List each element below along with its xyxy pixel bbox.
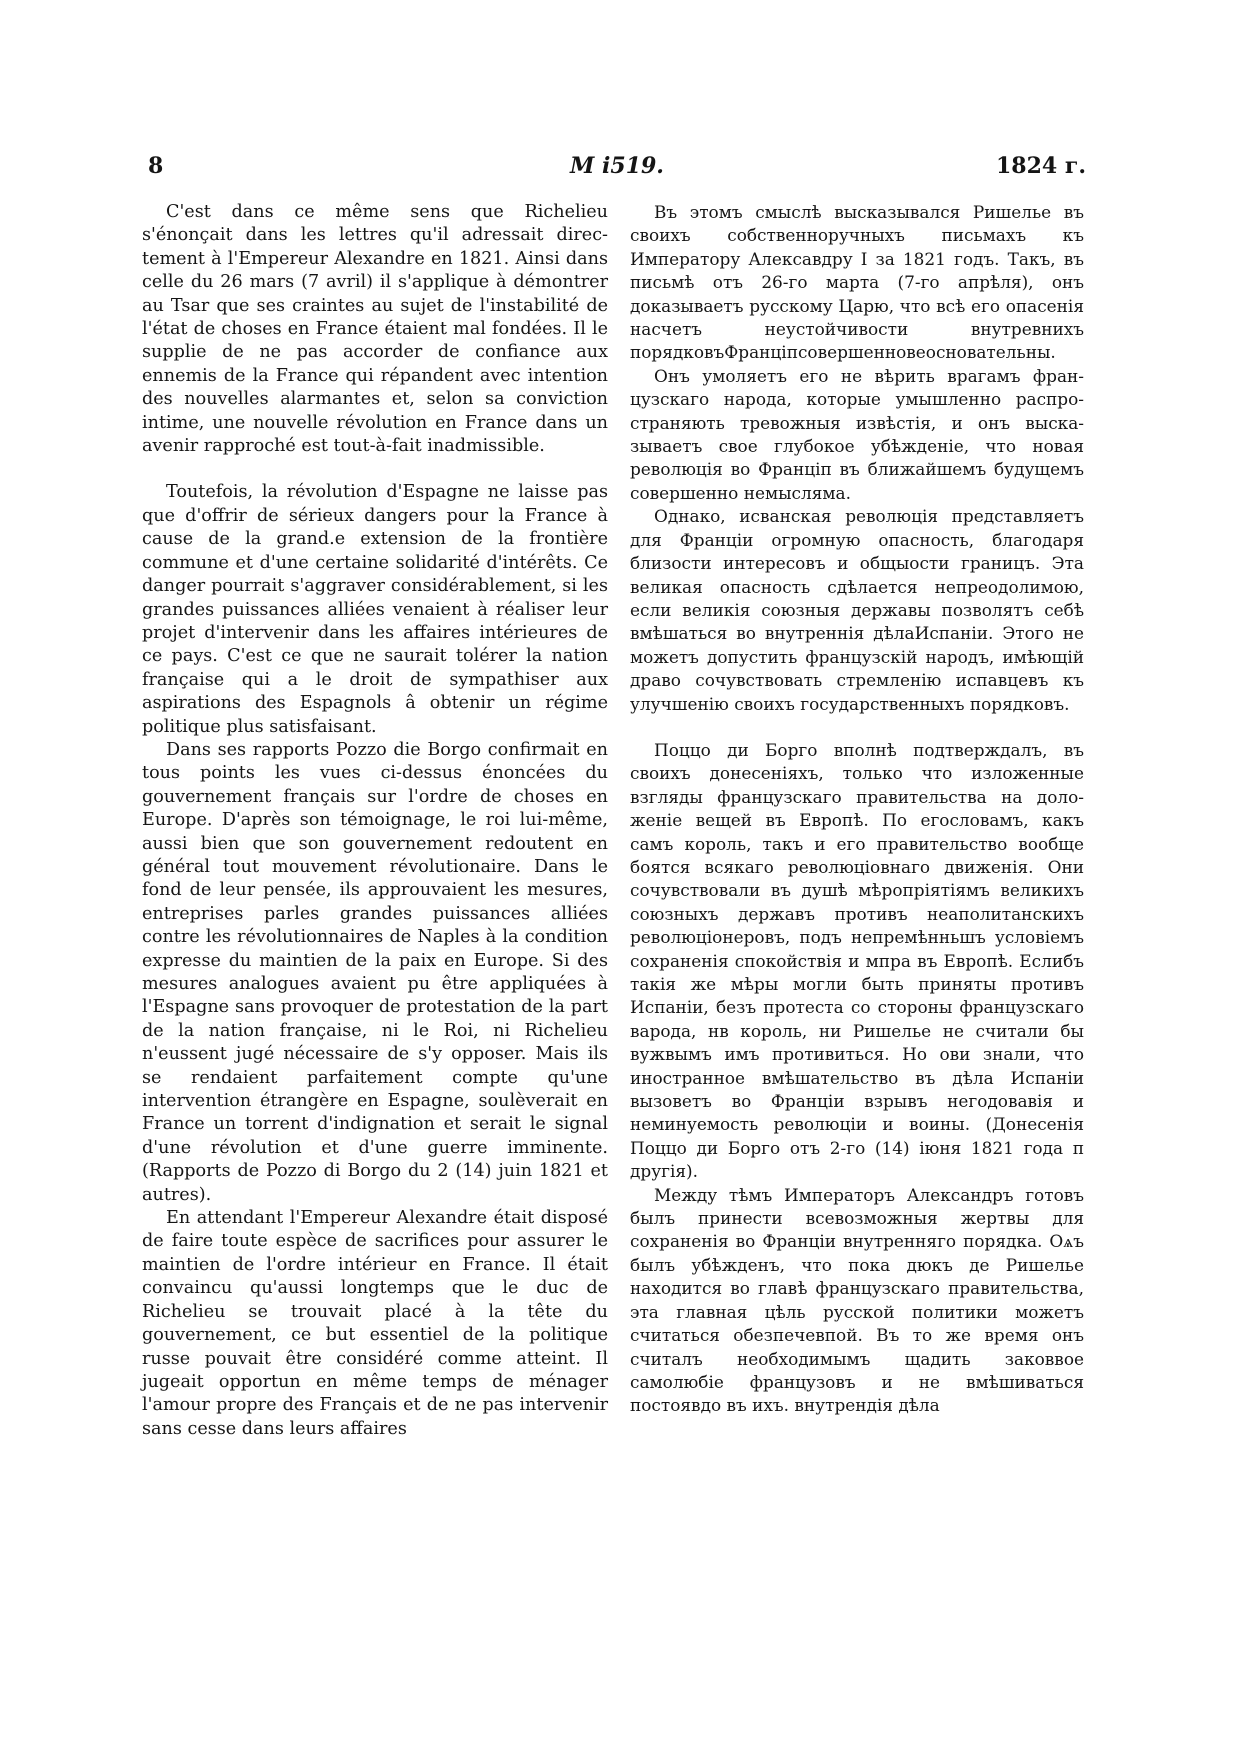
russian-column (630, 201, 1084, 1418)
russian-paragraph: Однако, исванская революція представляетъ для Франціи огромную опасность, благодаря близости интересовъ и общыости границъ. Эта великая опасность сдѣлается непреодолимою, если великія союзныя державы позволятъ себѣ вмѣшаться во внутреннія дѣлаИспаніи. Этого не можетъ допустить французскій народъ, имѣющій драво сочувствовать стремленію испавцевъ къ улучшенію своихъ государственныхъ порядковъ. (630, 506, 1084, 714)
french-paragraph: Dans ses rapports Pozzo die Borgo confirmait en tous points les vues ci-dessus énoncées du gouvernement français sur l'ordre de choses en Europe. D'après son témoignage, le roi lui-même, aussi bien que son gouvernement redoutent en général tout mouvement révolutionaire. Dans le fond de leur pensée, ils approuvaient les mesures, entreprises parles grandes puissances alliées contre les révolutionnaires de Naples à la condition expresse du maintien de la paix en Europe. Si des mesures analogues avaient pu être appliquées à l'Espagne sans provoquer de protestation de la part de la nation française, ni le Roi, ni Richelieu n'eussent jugé nécessaire de s'y opposer. Mais ils se rendaient parfaitement compte qu'une intervention étrangère en Espagne, soulèverait en France un torrent d'indignation et serait le signal d'une révolution et d'une guerre imminente. (Rapports de Pozzo di Borgo du 2 (14) juin 1821 et autres). (142, 739, 608, 1205)
russian-paragraph: Въ этомъ смыслѣ высказывался Ришелье въ своихъ собственноручныхъ письмахъ къ Императору Алексавдру I за 1821 годъ. Такъ, въ письмѣ отъ 26-го марта (7-го апрѣля), онъ доказываетъ русскому Царю, что всѣ его опасенія насчетъ неустойчивости внутревнихъ порядковъФранціпсовершенновеосновательны. (630, 202, 1084, 363)
russian-paragraph: Поццо ди Борго вполнѣ подтверждалъ, въ своихъ донесеніяхъ, только что изложенные взгляды французскаго правительства на доложеніе вещей въ Европѣ. По егословамъ, какъ самъ король, такъ и его правительство вообще боятся всякаго революціовнаго движенія. Они сочувствовали въ душѣ мѣропріятіямъ великихъ союзныхъ державъ противъ неаполитанскихъ революціонеровъ, подъ непремѣнньшъ условіемъ сохраненія спокойствія и мпра въ Европѣ. Еслибъ такія же мѣры могли быть приняты противъ Испаніи, безъ протеста со стороны французскаго варода, нв король, ни Ришелье не считали бы вужвымъ имъ противиться. Но ови знали, что иностранное вмѣшательство въ дѣла Испаніи вызоветъ во Франціи взрывъ негодовавія и неминуемость революціи и воины. (Донесенія Поццо ди Борго отъ 2-го (14) іюня 1821 года п другія). (630, 739, 1084, 1182)
document-number: M i519. (570, 153, 664, 179)
french-column (142, 201, 608, 1441)
french-paragraph: En attendant l'Empereur Alexandre était disposé de faire toute espèce de sacrifices pour assurer le maintien de l'ordre intérieur en France. Il était convaincu qu'aussi longtemps que le duc de Richelieu se trouvait placé à la tête du gouvernement, ce but essentiel de la politique russe pouvait être considéré comme atteint. Il jugeait opportun en même temps de ménager l'amour propre des Français et de ne pas intervenir sans cesse dans leurs affaires (142, 1208, 608, 1439)
french-paragraph: Toutefois, la révolution d'Espagne ne laisse pas que d'offrir de sérieux dangers pour la France à cause de la grand.e extension de la frontière commune et d'une certaine solidarité d'intérêts. Ce danger pourrait s'aggraver considérablement, si les grandes puissances alliées venaient à réaliser leur projet d'intervenir dans les affaires intérieures de ce pays. C'est ce que ne saurait tolérer la nation française qui a le droit de sympathiser aux aspirations des Espagnols â obtenir un régime politique plus satisfaisant. (142, 482, 608, 737)
document-year: 1824 г. (995, 153, 1086, 179)
french-paragraph: C'est dans ce même sens que Richelieu s'énonçait dans les lettres qu'il adressait directement à l'Empereur Alexandre en 1821. Ainsi dans celle du 26 mars (7 avril) il s'applique à démontrer au Tsar que ses craintes au sujet de l'instabilité de l'état de choses en France étaient mal fondées. Il le supplie de ne pas accorder de confiance aux ennemis de la France qui répandent avec intention des nouvelles alarmantes et, selon sa conviction intime, une nouvelle révolution en France dans un avenir rapproché est tout-à-fait inadmissible. (142, 202, 608, 457)
page-number: 8 (148, 153, 164, 179)
russian-paragraph: Онъ умоляетъ его не вѣрить врагамъ французскаго народа, которые умышленно распространяють тревожныя извѣстія, и онъ высказываетъ свое глубокое убѣжденіе, что новая революція во Франціп въ ближайшемъ будущемъ совершенно немысляма. (630, 365, 1084, 503)
page-header (148, 153, 1086, 189)
russian-paragraph: Между тѣмъ Императоръ Александръ готовъ былъ принести всевозможныя жертвы для сохраненія во Франціи внутренняго порядка. Оѧъ былъ убѣжденъ, что пока дюкъ де Ришелье находится во главѣ французскаго правительства, эта главная цѣль русской политики можетъ считаться обезпечевпой. Въ то же время онъ считалъ необходимымъ щадить заковвое самолюбіе французовъ и не вмѣшиваться постоявдо въ ихъ. внутрендія дѣла (630, 1184, 1084, 1416)
